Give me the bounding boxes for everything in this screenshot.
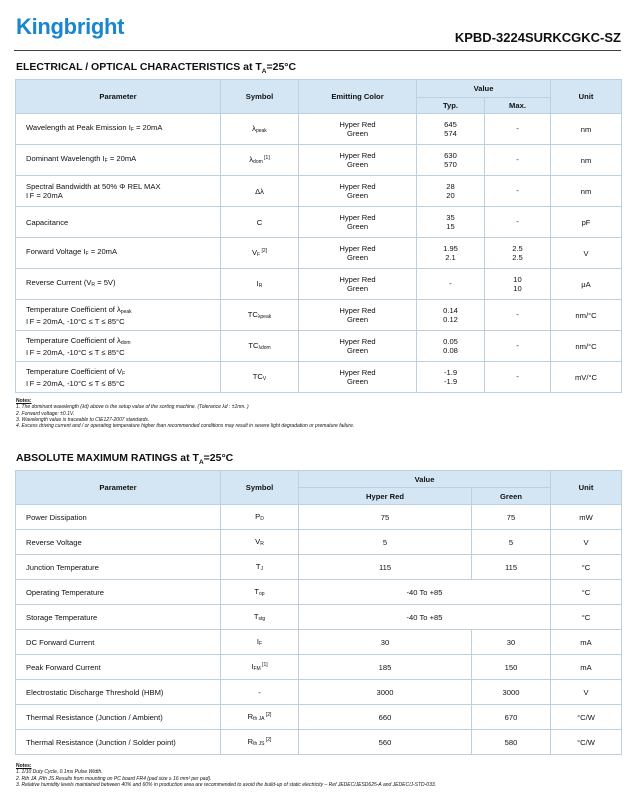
max-value: 10 xyxy=(513,284,522,293)
value-green-cell: 670 xyxy=(472,705,551,730)
symbol-cell: $I_R$ xyxy=(221,269,299,300)
absolute-ratings-notes xyxy=(16,763,436,788)
value-green-cell: 115 xyxy=(472,555,551,580)
typ-cell xyxy=(417,362,485,393)
parameter-subscript: F xyxy=(122,370,126,377)
unit-cell: nm/°C xyxy=(551,300,622,331)
symbol-subscript: dom xyxy=(253,159,263,165)
typ-value: 2.1 xyxy=(445,253,456,262)
value-green-cell: 150 xyxy=(472,655,551,680)
symbol-subscript: λdom xyxy=(258,345,271,351)
typ-value: 15 xyxy=(446,222,455,231)
part-number: KPBD-3224SURKCGKC-SZ xyxy=(454,30,621,45)
symbol-note-ref: [2] xyxy=(264,737,272,743)
electrical-section-title: ELECTRICAL / OPTICAL CHARACTERISTICS at $T_A=25^\circ C$ xyxy=(16,61,297,76)
symbol-note-ref: [1] xyxy=(260,662,268,668)
table-row xyxy=(16,207,622,238)
unit-cell: nm/°C xyxy=(551,331,622,362)
typ-value: 0.05 xyxy=(443,336,458,346)
absolute-ratings-table xyxy=(15,470,622,755)
typ-value: 28 xyxy=(446,181,455,191)
emitting-color-cell xyxy=(299,207,417,238)
emitting-color-cell xyxy=(299,269,417,300)
parameter-subscript: F xyxy=(130,127,134,133)
col-header-symbol: Symbol xyxy=(221,80,299,114)
max-value: - xyxy=(516,341,519,351)
symbol-subscript: F xyxy=(259,641,263,647)
color-line: Hyper Red xyxy=(339,274,376,284)
symbol-subscript: th JS xyxy=(253,741,265,747)
symbol-cell: $TC_{\lambda dom}$ xyxy=(221,331,299,362)
parameter-subscript: F xyxy=(104,158,108,164)
color-line: Green xyxy=(346,129,369,138)
col-header-symbol: Symbol xyxy=(221,471,299,505)
symbol-cell: $V_F$ [2] xyxy=(221,238,299,269)
parameter-line: Wavelength at Peak Emission $I_F = 20mA$ xyxy=(26,123,163,133)
parameter-cell xyxy=(16,331,221,362)
symbol-subscript: th JA xyxy=(253,716,265,722)
table-row xyxy=(16,580,622,605)
parameter-cell: Operating Temperature xyxy=(16,580,221,605)
symbol-cell: Δλ xyxy=(221,176,299,207)
note-line: 3. Wavelength value is traceable to CIE127-2007 standards. xyxy=(16,416,150,423)
symbol-note-ref: [2] xyxy=(260,248,268,254)
col-header-parameter: Parameter xyxy=(16,471,221,505)
color-line: Hyper Red xyxy=(339,181,376,191)
typ-cell xyxy=(417,238,485,269)
parameter-line: Forward Voltage $I_F = 20mA$ xyxy=(26,247,118,257)
typ-value: 574 xyxy=(444,129,457,138)
typ-cell xyxy=(417,300,485,331)
symbol-subscript: peak xyxy=(255,128,267,134)
table-row xyxy=(16,300,622,331)
typ-value: 645 xyxy=(444,119,457,129)
max-value: 2.5 xyxy=(512,243,523,253)
col-header-green: Green xyxy=(472,488,551,505)
max-cell xyxy=(485,176,551,207)
max-cell xyxy=(485,269,551,300)
table-row xyxy=(16,705,622,730)
symbol-cell: C xyxy=(221,207,299,238)
parameter-cell xyxy=(16,145,221,176)
table-row xyxy=(16,362,622,393)
symbol-cell: $R_{th JS}$ [2] xyxy=(221,730,299,755)
max-value: - xyxy=(516,155,519,165)
unit-cell: μA xyxy=(551,269,622,300)
col-header-max: Max. xyxy=(485,98,551,114)
unit-cell: °C xyxy=(551,555,622,580)
value-hyper-red-cell: 560 xyxy=(299,730,472,755)
typ-value: 0.14 xyxy=(443,305,458,315)
unit-cell: V xyxy=(551,238,622,269)
parameter-cell: Storage Temperature xyxy=(16,605,221,630)
color-line: Green xyxy=(346,222,369,231)
typ-value: 1.95 xyxy=(443,243,458,253)
emitting-color-cell xyxy=(299,331,417,362)
symbol-cell: $TC_{\lambda peak}$ xyxy=(221,300,299,331)
typ-value: 20 xyxy=(446,191,455,200)
unit-cell: mV/°C xyxy=(551,362,622,393)
symbol-note-ref: [1] xyxy=(262,155,270,161)
symbol-cell: $TC_V$ xyxy=(221,362,299,393)
max-value: - xyxy=(516,124,519,134)
parameter-cell: Junction Temperature xyxy=(16,555,221,580)
parameter-condition: I F = 20mA, -10°C ≤ T ≤ 85°C xyxy=(26,316,125,326)
unit-cell: nm xyxy=(551,176,622,207)
parameter-line: Spectral Bandwidth at 50% Φ REL MAX xyxy=(26,182,161,191)
note-line: 4. Excess driving current and / or operating temperature higher than recommended conditions may result in severe light degradation or premature failure. xyxy=(16,423,355,430)
symbol-cell: $\lambda_{dom}$ [1] xyxy=(221,145,299,176)
parameter-cell: Power Dissipation xyxy=(16,505,221,530)
symbol-subscript: R xyxy=(260,541,264,547)
value-merged-cell: -40 To +85 xyxy=(299,580,551,605)
symbol-subscript: D xyxy=(260,516,264,522)
table-row xyxy=(16,680,622,705)
parameter-cell xyxy=(16,269,221,300)
unit-cell: nm xyxy=(551,145,622,176)
typ-value: 570 xyxy=(444,160,457,169)
parameter-subscript: peak xyxy=(120,308,132,315)
table-row xyxy=(16,605,622,630)
notes-heading: Notes: xyxy=(16,763,32,769)
brand-logo: Kingbright xyxy=(16,14,125,39)
value-hyper-red-cell: 30 xyxy=(299,630,472,655)
color-line: Hyper Red xyxy=(339,243,376,253)
color-line: Hyper Red xyxy=(339,367,376,377)
color-line: Hyper Red xyxy=(339,305,376,315)
symbol-cell: $R_{th JA}$ [2] xyxy=(221,705,299,730)
value-hyper-red-cell: 185 xyxy=(299,655,472,680)
typ-cell xyxy=(417,207,485,238)
page-header xyxy=(14,8,621,48)
symbol-cell: $V_R$ xyxy=(221,530,299,555)
table-row xyxy=(16,269,622,300)
col-header-emitting-color: Emitting Color xyxy=(299,80,417,114)
unit-cell: °C/W xyxy=(551,705,622,730)
value-green-cell: 30 xyxy=(472,630,551,655)
col-header-hyper-red: Hyper Red xyxy=(299,488,472,505)
symbol-cell: $\lambda_{peak}$ xyxy=(221,114,299,145)
unit-cell: pF xyxy=(551,207,622,238)
symbol-subscript: F xyxy=(257,252,261,258)
color-line: Hyper Red xyxy=(339,336,376,346)
emitting-color-cell xyxy=(299,114,417,145)
value-hyper-red-cell: 5 xyxy=(299,530,472,555)
parameter-cell xyxy=(16,238,221,269)
typ-value: 630 xyxy=(444,150,457,160)
table-row xyxy=(16,630,622,655)
value-hyper-red-cell: 3000 xyxy=(299,680,472,705)
note-line: 2. Rth JA ,Rth JS Results from mounting on PC board FR4 (pad size ≥ 16 mm² per pad). xyxy=(16,775,212,782)
parameter-cell xyxy=(16,176,221,207)
parameter-cell: Thermal Resistance (Junction / Ambient) xyxy=(16,705,221,730)
table-row xyxy=(16,145,622,176)
table-row xyxy=(16,176,622,207)
symbol-cell: $T_{op}$ xyxy=(221,580,299,605)
parameter-line: Temperature Coefficient of $\lambda_{dom}$ xyxy=(26,335,131,346)
typ-cell xyxy=(417,176,485,207)
parameter-cell: DC Forward Current xyxy=(16,630,221,655)
value-hyper-red-cell: 75 xyxy=(299,505,472,530)
symbol-cell: $T_{stg}$ xyxy=(221,605,299,630)
value-green-cell: 5 xyxy=(472,530,551,555)
color-line: Green xyxy=(346,160,369,169)
table-row xyxy=(16,555,622,580)
col-header-typ: Typ. xyxy=(417,98,485,114)
header-divider xyxy=(14,50,621,51)
absolute-ratings-section-title: ABSOLUTE MAXIMUM RATINGS at $T_A=25^\circ C$ xyxy=(16,452,234,467)
emitting-color-cell xyxy=(299,300,417,331)
value-hyper-red-cell: 115 xyxy=(299,555,472,580)
symbol-subscript: λpeak xyxy=(257,314,272,320)
note-line: 1. 1/10 Duty Cycle, 0.1ms Pulse Width. xyxy=(16,769,103,776)
parameter-line: Temperature Coefficient of $\lambda_{peak}$ xyxy=(26,304,132,315)
max-cell xyxy=(485,300,551,331)
color-line: Green xyxy=(346,315,369,324)
parameter-cell xyxy=(16,362,221,393)
value-hyper-red-cell: 660 xyxy=(299,705,472,730)
emitting-color-cell xyxy=(299,176,417,207)
max-value: - xyxy=(516,186,519,196)
max-cell xyxy=(485,362,551,393)
table-row xyxy=(16,530,622,555)
max-value: 2.5 xyxy=(512,253,523,262)
color-line: Green xyxy=(346,346,369,355)
parameter-cell: Peak Forward Current xyxy=(16,655,221,680)
electrical-notes xyxy=(16,398,354,429)
table-row xyxy=(16,505,622,530)
notes-heading: Notes: xyxy=(16,398,32,404)
unit-cell: mA xyxy=(551,655,622,680)
parameter-condition: I F = 20mA xyxy=(26,191,63,200)
parameter-cell: Reverse Voltage xyxy=(16,530,221,555)
symbol-subscript: R xyxy=(258,283,263,289)
table-row xyxy=(16,238,622,269)
unit-cell: °C/W xyxy=(551,730,622,755)
max-value: 10 xyxy=(513,274,522,284)
note-line: 1. The dominant wavelength (λd) above is the setup value of the sorting machine. (Tolerance λd : ±1nm. ) xyxy=(16,404,249,411)
parameter-line: Temperature Coefficient of $V_F$ xyxy=(26,366,126,377)
typ-value: 0.08 xyxy=(443,346,458,355)
parameter-condition: I F = 20mA, -10°C ≤ T ≤ 85°C xyxy=(26,347,125,357)
symbol-cell: $I_{FM}$ [1] xyxy=(221,655,299,680)
max-cell xyxy=(485,207,551,238)
typ-value: -1.9 xyxy=(443,377,458,386)
symbol-cell: $I_F$ xyxy=(221,630,299,655)
max-cell xyxy=(485,238,551,269)
parameter-line: Reverse Current $(V_R = 5V)$ xyxy=(26,278,116,288)
color-line: Hyper Red xyxy=(339,119,376,129)
col-header-unit: Unit xyxy=(551,80,622,114)
max-value: - xyxy=(516,217,519,227)
symbol-subscript: FM xyxy=(253,666,261,672)
parameter-cell: Electrostatic Discharge Threshold (HBM) xyxy=(16,680,221,705)
unit-cell: °C xyxy=(551,580,622,605)
typ-cell xyxy=(417,145,485,176)
symbol-note-ref: [2] xyxy=(264,712,272,718)
symbol-subscript: J xyxy=(260,566,264,572)
table-row xyxy=(16,331,622,362)
symbol-cell: - xyxy=(221,680,299,705)
symbol-cell: $P_D$ xyxy=(221,505,299,530)
typ-cell xyxy=(417,331,485,362)
emitting-color-cell xyxy=(299,145,417,176)
symbol-subscript: stg xyxy=(258,616,266,622)
parameter-cell xyxy=(16,114,221,145)
typ-value: -1.9 xyxy=(443,367,458,377)
parameter-subscript: dom xyxy=(120,339,131,346)
table-row xyxy=(16,655,622,680)
col-header-parameter: Parameter xyxy=(16,80,221,114)
parameter-cell xyxy=(16,207,221,238)
parameter-cell: Thermal Resistance (Junction / Solder point) xyxy=(16,730,221,755)
typ-cell xyxy=(417,269,485,300)
parameter-subscript: R xyxy=(91,282,96,288)
color-line: Hyper Red xyxy=(339,150,376,160)
typ-value: 35 xyxy=(446,212,455,222)
value-merged-cell: -40 To +85 xyxy=(299,605,551,630)
parameter-line: Dominant Wavelength $I_F = 20mA$ xyxy=(26,154,137,164)
note-line: 2. Forward voltage: ±0.1V. xyxy=(16,410,75,417)
typ-value: - xyxy=(449,279,452,289)
electrical-characteristics-table xyxy=(15,79,622,393)
value-green-cell: 3000 xyxy=(472,680,551,705)
color-line: Green xyxy=(346,253,369,262)
col-header-value: Value xyxy=(299,471,551,488)
col-header-unit: Unit xyxy=(551,471,622,505)
table-row xyxy=(16,730,622,755)
table-row xyxy=(16,114,622,145)
symbol-cell: $T_J$ xyxy=(221,555,299,580)
max-cell xyxy=(485,114,551,145)
symbol-subscript: V xyxy=(262,376,267,382)
col-header-value: Value xyxy=(417,80,551,98)
color-line: Green xyxy=(346,191,369,200)
parameter-cell xyxy=(16,300,221,331)
max-cell xyxy=(485,145,551,176)
parameter-condition: I F = 20mA, -10°C ≤ T ≤ 85°C xyxy=(26,378,125,388)
typ-cell xyxy=(417,114,485,145)
typ-value: 0.12 xyxy=(443,315,458,324)
color-line: Green xyxy=(346,284,369,293)
unit-cell: nm xyxy=(551,114,622,145)
parameter-line: Capacitance xyxy=(26,217,69,227)
max-cell xyxy=(485,331,551,362)
note-line: 3. Relative humidity levels maintained between 40% and 60% in production area are recommended to avoid the build-up of static electricity – Ref JEDEC/JESD625-A and JEDEC/J-STD-033. xyxy=(16,781,437,788)
emitting-color-cell xyxy=(299,362,417,393)
value-green-cell: 580 xyxy=(472,730,551,755)
unit-cell: V xyxy=(551,530,622,555)
max-value: - xyxy=(516,310,519,320)
symbol-subscript: op xyxy=(259,591,265,597)
unit-cell: °C xyxy=(551,605,622,630)
parameter-subscript: F xyxy=(85,251,89,257)
unit-cell: mA xyxy=(551,630,622,655)
max-value: - xyxy=(516,372,519,382)
value-green-cell: 75 xyxy=(472,505,551,530)
emitting-color-cell xyxy=(299,238,417,269)
unit-cell: V xyxy=(551,680,622,705)
color-line: Hyper Red xyxy=(339,212,376,222)
unit-cell: mW xyxy=(551,505,622,530)
color-line: Green xyxy=(346,377,369,386)
